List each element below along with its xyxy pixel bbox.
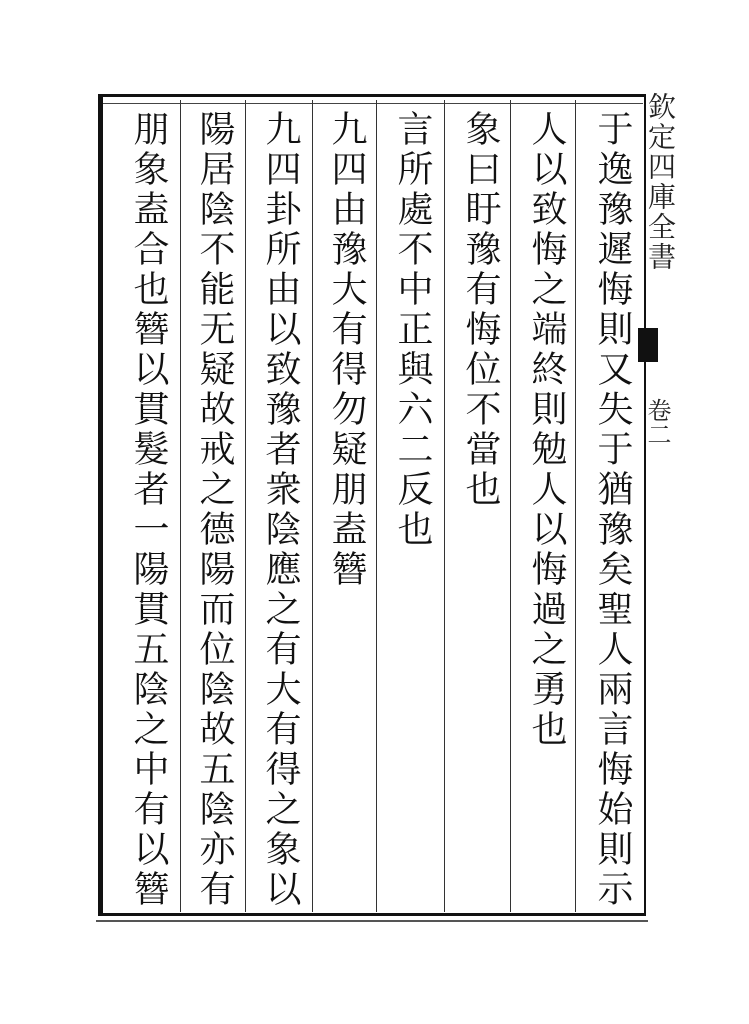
book-title-header: 欽定四庫全書 [644,92,677,272]
text-column-6: 九四卦所由以致豫者衆陰應之有大有得之象以 [260,110,301,910]
text-column-8: 朋象盍合也簪以貫髮者一陽貫五陰之中有以簪 [128,110,169,910]
column-rule [245,100,246,912]
text-column-3: 象曰盱豫有悔位不當也 [460,110,501,510]
fish-tail-mark [638,328,658,362]
inner-top-rule [103,103,643,104]
bottom-edge-line [96,920,648,922]
column-rule [312,100,313,912]
column-rule [376,100,377,912]
column-rule [180,100,181,912]
column-rule [444,100,445,912]
text-column-2: 人以致悔之端終則勉人以悔過之勇也 [526,110,567,750]
column-rule [510,100,511,912]
text-column-7: 陽居陰不能无疑故戒之德陽而位陰故五陰亦有 [194,110,235,910]
text-column-4: 言所處不中正與六二反也 [392,110,433,550]
column-rule [575,100,576,912]
volume-label: 卷二 [643,398,671,446]
text-column-1: 于逸豫遲悔則又失于猶豫矣聖人兩言悔始則示 [592,110,633,910]
text-column-5: 九四由豫大有得勿疑朋盍簪 [326,110,367,590]
